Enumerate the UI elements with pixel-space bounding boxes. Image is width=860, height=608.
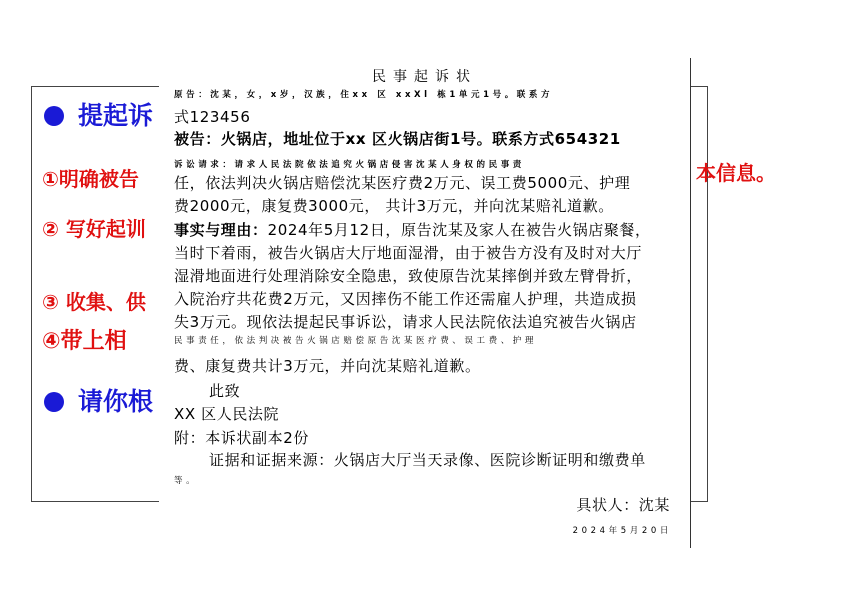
facts-label: 事实与理由：	[174, 221, 268, 239]
claim-line-2: 任，依法判决火锅店赔偿沈某医疗费2万元、误工费5000元、护理	[174, 174, 631, 192]
facts-line-6: 民事责任，依法判决被告火锅店赔偿原告沈某医疗费、误工费、护理	[174, 336, 538, 346]
bullet-dot-1	[44, 106, 64, 126]
closing-line: 此致	[209, 382, 241, 400]
defendant-line	[174, 128, 621, 149]
attachment-line-3: 等。	[174, 476, 199, 486]
claim-line-1: 诉讼请求：请求人民法院依法追究火锅店侵害沈某人身权的民事责	[174, 160, 525, 170]
claim-line-3: 费2000元，康复费3000元， 共计3万元，并向沈某赔礼道歉。	[174, 197, 614, 215]
slide-step-2: ② 写好起训	[42, 217, 146, 241]
facts-line-1	[174, 219, 651, 240]
slide-heading-1: 提起诉	[78, 101, 154, 130]
slide-step-1-tail: 本信息。	[696, 161, 776, 185]
facts-line-3: 湿滑地面进行处理消除安全隐患，致使原告沈某摔倒并致左臂骨折，	[174, 267, 643, 285]
defendant-label: 被告：	[174, 130, 221, 148]
slide-step-3: ③ 收集、供	[42, 290, 146, 314]
plaintiff-line-1: 原告：沈某，女，x岁，汉族，住xx 区 xxXl 栋1单元1号。联系方	[174, 90, 554, 100]
slide-heading-2: 请你根	[78, 387, 154, 416]
facts-line-4: 入院治疗共花费2万元，又因摔伤不能工作还需雇人护理，共造成损	[174, 290, 637, 308]
facts-text-1: 2024年5月12日，原告沈某及家人在被告火锅店聚餐，	[267, 221, 651, 239]
complaint-document	[159, 58, 691, 548]
slide-step-4: ④带上相	[42, 329, 127, 354]
date-line: 2024年5月20日	[572, 526, 672, 536]
facts-line-5: 失3万元。现依法提起民事诉讼，请求人民法院依法追究被告火锅店	[174, 313, 637, 331]
attachment-line-2: 证据和证据来源：火锅店大厅当天录像、医院诊断证明和缴费单	[209, 451, 646, 469]
bullet-dot-2	[44, 392, 64, 412]
slide-step-1: ①明确被告	[42, 167, 139, 191]
document-title: 民事起诉状	[372, 69, 477, 85]
plaintiff-line-2: 式123456	[174, 108, 251, 126]
defendant-text: 火锅店，地址位于xx 区火锅店街1号。联系方式654321	[220, 130, 621, 148]
facts-line-7: 费、康复费共计3万元，并向沈某赔礼道歉。	[174, 357, 481, 375]
signer-line: 具状人：沈某	[576, 496, 670, 514]
court-line: XX 区人民法院	[174, 405, 280, 423]
attachment-line-1: 附：本诉状副本2份	[174, 429, 309, 447]
facts-line-2: 当时下着雨，被告火锅店大厅地面湿滑，由于被告方没有及时对大厅	[174, 244, 643, 262]
